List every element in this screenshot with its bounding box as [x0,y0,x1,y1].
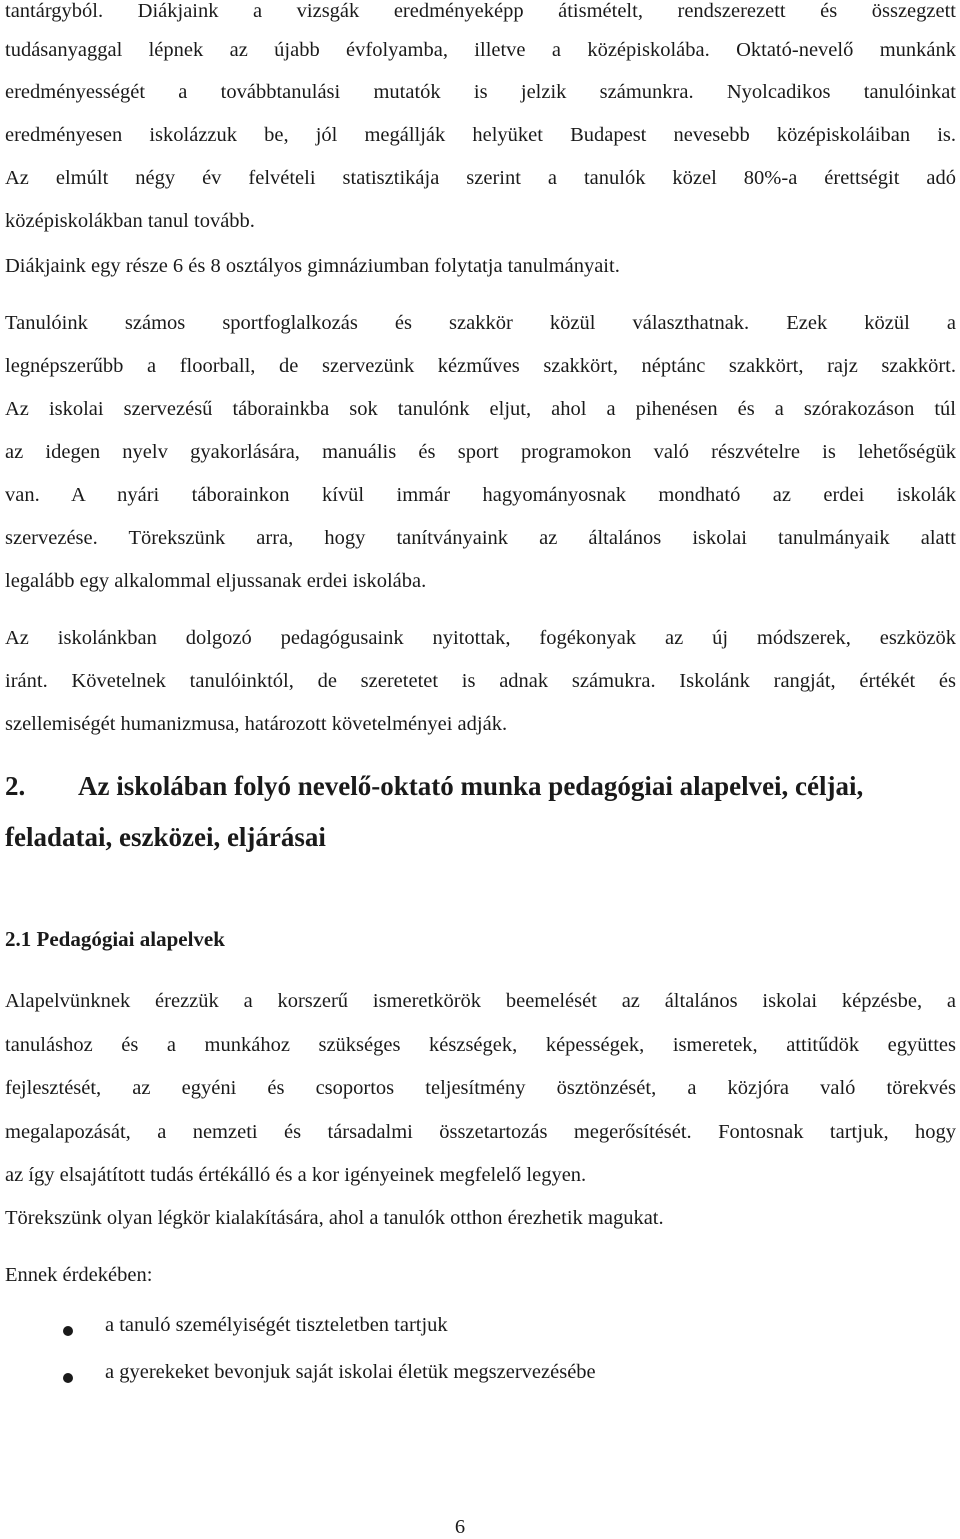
paragraph-line: van. A nyári táborainkon kívül immár hagyományosnak mondható az erdei iskolák [5,484,956,506]
paragraph-line: az idegen nyelv gyakorlására, manuális és sport programokon való részvételre is lehetőségük [5,441,956,463]
paragraph-line: eredményességét a továbbtanulási mutatók is jelzik számunkra. Nyolcadikos tanulóinkat [5,81,956,103]
section-number: 2. [5,771,26,801]
bullet-icon [63,1326,73,1336]
paragraph-line: iránt. Követelnek tanulóinktól, de szeretetet is adnak számukra. Iskolánk rangját, értékét és [5,670,956,692]
paragraph-line: eredményesen iskolázzuk be, jól megállják helyüket Budapest nevesebb középiskoláiban is. [5,124,956,146]
paragraph-line: tantárgyból. Diákjaink a vizsgák eredményeképp átismételt, rendszerezett és összegzett [5,0,956,22]
bullet-icon [63,1373,73,1383]
paragraph-line: Az iskolai szervezésű táborainkba sok tanulónk eljut, ahol a pihenésen és a szórakozáson túl [5,398,956,420]
paragraph-line: szellemiségét humanizmusa, határozott követelményei adják. [5,713,508,735]
list-item-text: a tanuló személyiségét tiszteletben tartjuk [105,1314,448,1336]
paragraph-line: megalapozását, a nemzeti és társadalmi összetartozás megerősítését. Fontosnak tartjuk, hogy [5,1121,956,1143]
paragraph-line: tudásanyaggal lépnek az újabb évfolyamba, illetve a középiskolába. Oktató-nevelő munkánk [5,39,956,61]
paragraph-line: Az iskolánkban dolgozó pedagógusaink nyitottak, fogékonyak az új módszerek, eszközök [5,627,956,649]
section-heading-continued: feladatai, eszközei, eljárásai [5,822,326,852]
section-title-line1: Az iskolában folyó nevelő-oktató munka pedagógiai alapelvei, céljai, [78,771,864,801]
list-item-text: a gyerekeket bevonjuk saját iskolai életük megszervezésébe [105,1361,596,1383]
paragraph-line: Diákjaink egy része 6 és 8 osztályos gimnáziumban folytatja tanulmányait. [5,255,620,277]
paragraph-line: az így elsajátított tudás értékálló és a kor igényeinek megfelelő legyen. [5,1164,587,1186]
paragraph-line: Törekszünk olyan légkör kialakítására, ahol a tanulók otthon érezhetik magukat. [5,1207,664,1229]
paragraph-line: Tanulóink számos sportfoglalkozás és szakkör közül választhatnak. Ezek közül a [5,312,956,334]
paragraph-line: szervezése. Törekszünk arra, hogy tanítványaink az általános iskolai tanulmányaik alatt [5,527,956,549]
paragraph-line: középiskolákban tanul tovább. [5,210,255,232]
paragraph-line: Alapelvünknek érezzük a korszerű ismeretkörök beemelését az általános iskolai képzésbe, a [5,990,956,1012]
paragraph-line: Az elmúlt négy év felvételi statisztikája szerint a tanulók közel 80%-a érettségit adó [5,167,956,189]
paragraph-line: tanuláshoz és a munkához szükséges készségek, képességek, ismeretek, attitűdök együttes [5,1034,956,1056]
page-number: 6 [454,1516,466,1538]
subsection-heading: 2.1 Pedagógiai alapelvek [5,927,225,951]
paragraph-line: legalább egy alkalommal eljussanak erdei iskolába. [5,570,427,592]
paragraph-line: fejlesztését, az egyéni és csoportos teljesítmény ösztönzését, a közjóra való törekvés [5,1077,956,1099]
paragraph-line: Ennek érdekében: [5,1264,153,1286]
section-heading [5,771,956,802]
paragraph-line: legnépszerűbb a floorball, de szervezünk kézműves szakkört, néptánc szakkört, rajz szakkört. [5,355,956,377]
